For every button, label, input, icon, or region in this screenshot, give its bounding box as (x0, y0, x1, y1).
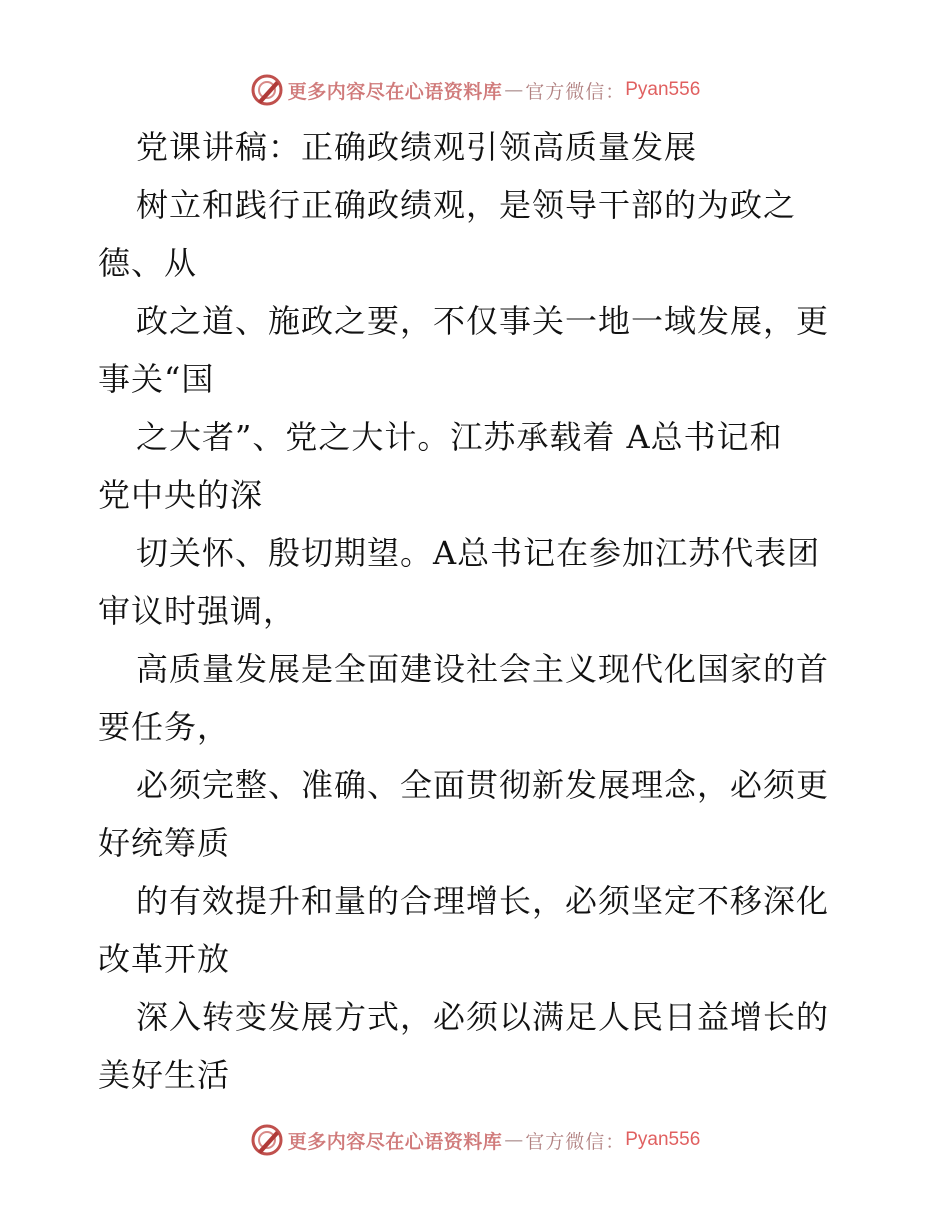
watermark-main-text: 更多内容尽在心语资料库 (287, 1130, 503, 1153)
text-line: 审议时强调， (98, 592, 297, 630)
document-body (98, 118, 858, 1104)
text-line: 改革开放 (98, 940, 231, 978)
text-line: 德、从 (98, 244, 198, 282)
text-line: 党中央的深 (98, 476, 264, 514)
watermark-wechat-id: Pyan556 (625, 1129, 701, 1150)
text-line: 高质量发展是全面建设社会主义现代化国家的首 (136, 650, 830, 688)
text-line: 切关怀、殷切期望。A总书记在参加江苏代表团 (136, 534, 821, 572)
text-line: 政之道、施政之要，不仅事关一地一域发展，更 (136, 302, 830, 340)
text-line: 之大者”、党之大计。江苏承载着 A总书记和 (136, 418, 783, 456)
watermark-official-label: 官方微信： (525, 80, 626, 103)
text-line: 必须完整、准确、全面贯彻新发展理念，必须更 (136, 766, 830, 804)
watermark-official-label: 官方微信： (525, 1130, 626, 1153)
text-line: 要任务， (98, 708, 231, 746)
footer-watermark (0, 1120, 950, 1160)
text-line: 好统筹质 (98, 824, 231, 862)
document-title: 党课讲稿：正确政绩观引领高质量发展 (136, 128, 698, 166)
text-line: 深入转变发展方式，必须以满足人民日益增长的 (136, 998, 830, 1036)
pen-logo-icon (250, 73, 284, 107)
watermark-main-text: 更多内容尽在心语资料库 (287, 80, 503, 103)
watermark-wechat-id: Pyan556 (625, 79, 701, 100)
watermark-dash: — (504, 1129, 524, 1151)
text-line: 的有效提升和量的合理增长，必须坚定不移深化 (136, 882, 830, 920)
header-watermark (0, 70, 950, 110)
watermark-dash: — (504, 79, 524, 101)
text-line: 美好生活 (98, 1056, 231, 1094)
pen-logo-icon (250, 1123, 284, 1157)
text-line: 树立和践行正确政绩观，是领导干部的为政之 (136, 186, 797, 224)
text-line: 事关“国 (98, 360, 215, 398)
